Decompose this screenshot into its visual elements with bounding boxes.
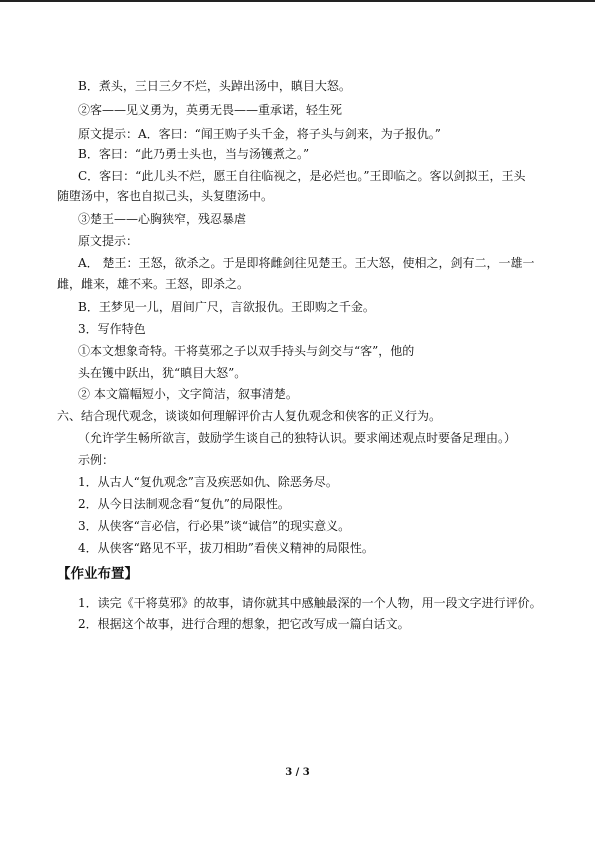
text-line: 头在镬中跃出，犹“瞋目大怒”。 (78, 366, 247, 380)
list-item: 2．从今日法制观念看“复仇”的局限性。 (78, 497, 290, 511)
homework-item: 2．根据这个故事，进行合理的想象，把它改写成一篇白话文。 (78, 617, 410, 631)
text-line: C．客曰：“此儿头不烂，愿王自往临视之，是必烂也。”王即临之。客以剑拟王，王头 (78, 169, 526, 183)
text-line: 原文提示：A．客曰：“闻王购子头千金，将子头与剑来，为子报仇。” (78, 127, 441, 141)
text-line: 随堕汤中，客也自拟己头，头复堕汤中。 (57, 189, 274, 203)
text-line: 3．写作特色 (78, 322, 146, 336)
page-number: 3 / 3 (285, 767, 310, 778)
header-rule (0, 0, 595, 2)
text-line: ③楚王——心胸狭窄，残忍暴虐 (78, 212, 247, 226)
list-item: 1．从古人“复仇观念”言及疾恶如仇、除恶务尽。 (78, 475, 338, 489)
text-line: B．煮头，三日三夕不烂，头踔出汤中，瞋目大怒。 (78, 79, 351, 93)
list-item: 4．从侠客“路见不平，拔刀相助”看侠义精神的局限性。 (78, 541, 374, 555)
text-line: B．王梦见一儿，眉间广尺，言欲报仇。王即购之千金。 (78, 300, 375, 314)
homework-item: 1．读完《干将莫邪》的故事，请你就其中感触最深的一个人物，用一段文字进行评价。 (78, 596, 542, 610)
homework-title: 【作业布置】 (57, 566, 138, 582)
text-line: ①本文想象奇特。干将莫邪之子以双手持头与剑交与“客”，他的 (78, 344, 415, 358)
text-line: （允许学生畅所欲言，鼓励学生谈自己的独特认识。要求阐述观点时要备足理由。） (78, 431, 517, 445)
list-item: 3．从侠客“言必信，行必果”谈“诚信”的现实意义。 (78, 519, 351, 533)
text-line: ② 本文篇幅短小，文字简洁，叙事清楚。 (78, 387, 298, 401)
text-line: 示例： (78, 453, 115, 467)
text-line: 原文提示： (78, 234, 139, 248)
section-heading: 六、结合现代观念，谈谈如何理解评价古人复仇观念和侠客的正义行为。 (57, 409, 442, 423)
text-line: A． 楚王：王怒，欲杀之。于是即将雌剑往见楚王。王大怒，使相之，剑有二，一雄一 (78, 256, 535, 270)
text-line: 雌，雌来，雄不来。王怒，即杀之。 (57, 277, 250, 291)
text-line: ②客——见义勇为，英勇无畏——重承诺，轻生死 (78, 103, 343, 117)
text-line: B．客曰：“此乃勇士头也，当与汤镬煮之。” (78, 147, 310, 161)
